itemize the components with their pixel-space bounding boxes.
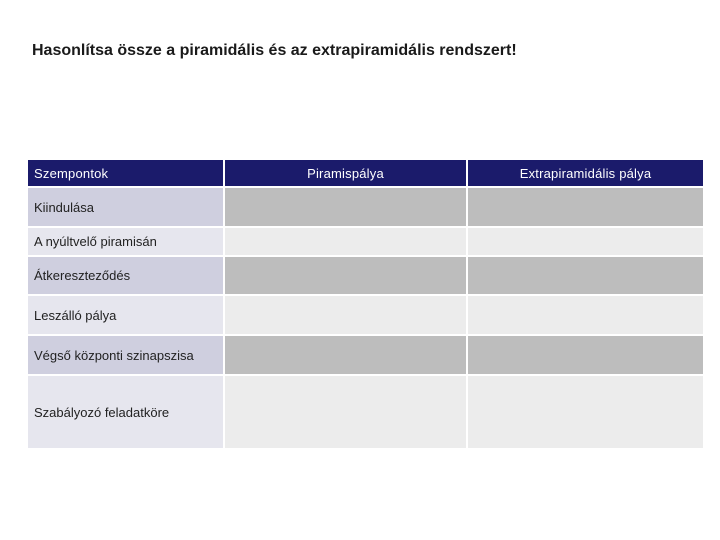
row-label: Kiindulása	[27, 187, 224, 227]
row-label: Leszálló pálya	[27, 295, 224, 335]
pyramidal-cell[interactable]	[224, 375, 467, 449]
comparison-table	[26, 158, 705, 450]
row-label: Szabályozó feladatköre	[27, 375, 224, 449]
extrapyramidal-cell[interactable]	[467, 375, 704, 449]
table-row	[27, 227, 704, 256]
table-header-row	[27, 159, 704, 187]
table-row	[27, 335, 704, 375]
table-row	[27, 295, 704, 335]
table-row	[27, 256, 704, 295]
row-label: A nyúltvelő piramisán	[27, 227, 224, 256]
extrapyramidal-cell[interactable]	[467, 335, 704, 375]
header-pyramidal: Piramispálya	[224, 159, 467, 187]
extrapyramidal-cell[interactable]	[467, 227, 704, 256]
row-label: Végső központi szinapszisa	[27, 335, 224, 375]
extrapyramidal-cell[interactable]	[467, 295, 704, 335]
row-label: Átkereszteződés	[27, 256, 224, 295]
extrapyramidal-cell[interactable]	[467, 256, 704, 295]
header-criteria: Szempontok	[27, 159, 224, 187]
pyramidal-cell[interactable]	[224, 335, 467, 375]
header-extrapyramidal: Extrapiramidális pálya	[467, 159, 704, 187]
table-row	[27, 187, 704, 227]
page-title: Hasonlítsa össze a piramidális és az extrapiramidális rendszert!	[32, 42, 517, 59]
extrapyramidal-cell[interactable]	[467, 187, 704, 227]
table-row	[27, 375, 704, 449]
pyramidal-cell[interactable]	[224, 227, 467, 256]
pyramidal-cell[interactable]	[224, 295, 467, 335]
pyramidal-cell[interactable]	[224, 187, 467, 227]
pyramidal-cell[interactable]	[224, 256, 467, 295]
